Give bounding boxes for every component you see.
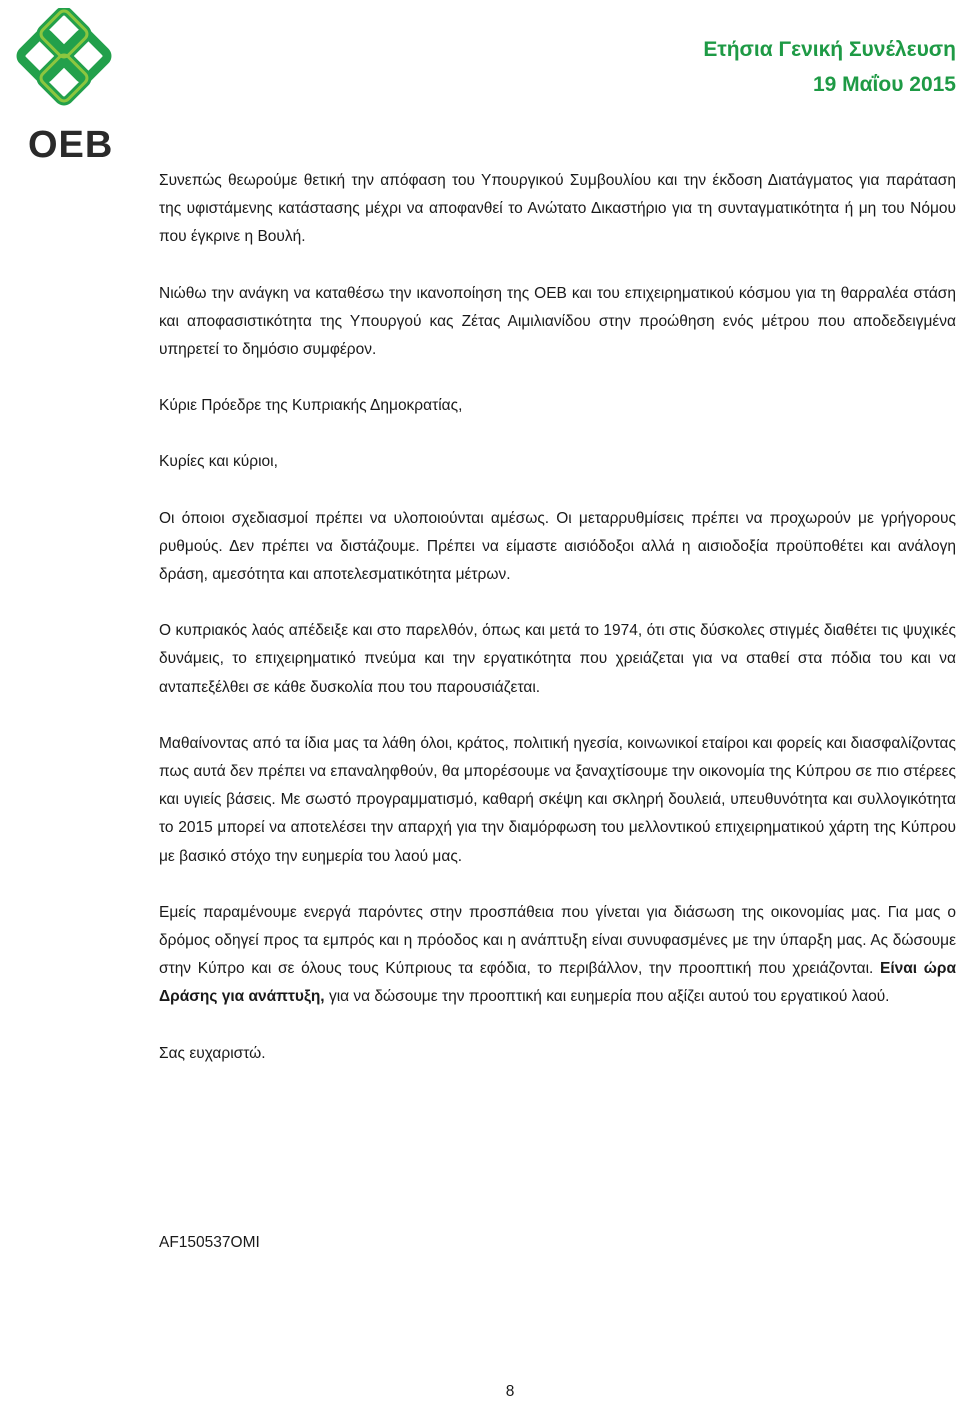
paragraph-8 [159, 899, 956, 1012]
event-date: 19 Μαΐου 2015 [812, 73, 956, 96]
document-reference: AF150537OMI [159, 1234, 260, 1251]
salutation-audience: Κυρίες και κύριοι, [159, 453, 278, 471]
paragraph-6: Ο κυπριακός λαός απέδειξε και στο παρελθόν, όπως και μετά το 1974, ότι στις δύσκολες στιγμές διαθέτει τις ψυχικές δυνάμεις, το επιχειρηματικό πνεύμα και την εργατικότητα που χρειάζεται για να σταθεί στα πόδια του και να ανταπεξέλθει σε κάθε δυσκολία που του παρουσιάζεται. [159, 622, 956, 696]
paragraph-8-text-a: Εμείς παραμένουμε ενεργά παρόντες στην προσπάθεια που γίνεται για διάσωση της οικονομίας μας. Για μας ο δρόμος οδηγεί προς τα εμπρός και η πρόοδος και η ανάπτυξη είναι συνυφασμένες με την ύπαρξη μας. Ας δώσουμε στην Κύπρο και σε όλους τους Κύπριους τα εφόδια, το περιβάλλον, την προοπτική που χρειάζονται. [159, 903, 956, 978]
paragraph-8-text-b: για να δώσουμε την προοπτική και ευημερία που αξίζει αυτού του εργατικού λαού. [328, 988, 890, 1006]
page-number: 8 [505, 1383, 515, 1400]
paragraph-5: Οι όποιοι σχεδιασμοί πρέπει να υλοποιούνται αμέσως. Οι μεταρρυθμίσεις πρέπει να προχωρούν με γρήγορους ρυθμούς. Δεν πρέπει να διστάζουμε. Πρέπει να είμαστε αισιόδοξοι αλλά η αισιοδοξία προϋποθέτει και ανάλογη δράση, αμεσότητα και αποτελεσματικότητα μέτρων. [159, 509, 956, 584]
event-title: Ετήσια Γενική Συνέλευση [703, 38, 956, 61]
paragraph-7: Μαθαίνοντας από τα ίδια μας τα λάθη όλοι, κράτος, πολιτική ηγεσία, κοινωνικοί εταίροι και φορείς και διασφαλίζοντας πως αυτά δεν πρέπει να επαναληφθούν, θα μπορέσουμε να ξαναχτίσουμε την οικονομία της Κύπρου σε πιο στέρεες και υγιείς βάσεις. Με σωστό προγραμματισμό, καθαρή σκέψη και σκληρή δουλειά, υπευθυνότητα και συλλογικότητα το 2015 μπορεί να αποτελέσει την απαρχή για την διαμόρφωση του μελλοντικού επιχειρηματικού χάρτη της Κύπρου με βασικό στόχο την ευημερία του λαού μας. [159, 734, 956, 865]
document-body [159, 167, 956, 1096]
logo-wordmark: OEB [28, 124, 114, 166]
interlaced-knot-icon [8, 8, 133, 118]
paragraph-2: Νιώθω την ανάγκη να καταθέσω την ικανοποίηση της ΟΕΒ και του επιχειρηματικού κόσμου για τη θαρραλέα στάση και αποφασιστικότητα της Υπουργού κας Ζέτας Αιμιλιανίδου στην προώθηση ενός μέτρου που αποδεδειγμένα υπηρετεί το δημόσιο συμφέρον. [159, 284, 956, 359]
paragraph-1: Συνεπώς θεωρούμε θετική την απόφαση του Υπουργικού Συμβουλίου και την έκδοση Διατάγματος για παράταση της υφιστάμενης κατάστασης μέχρι να αποφανθεί το Ανώτατο Δικαστήριο για τη συνταγματικότητα ή μη του Νόμου που έγκρινε η Βουλή. [159, 172, 956, 246]
salutation-president: Κύριε Πρόεδρε της Κυπριακής Δημοκρατίας, [159, 397, 463, 415]
closing-thanks: Σας ευχαριστώ. [159, 1044, 266, 1062]
header [703, 32, 956, 102]
paragraph-8-emphasis: Είναι ώρα Δράσης για ανάπτυξη, [159, 960, 956, 1006]
oeb-logo [8, 8, 133, 166]
